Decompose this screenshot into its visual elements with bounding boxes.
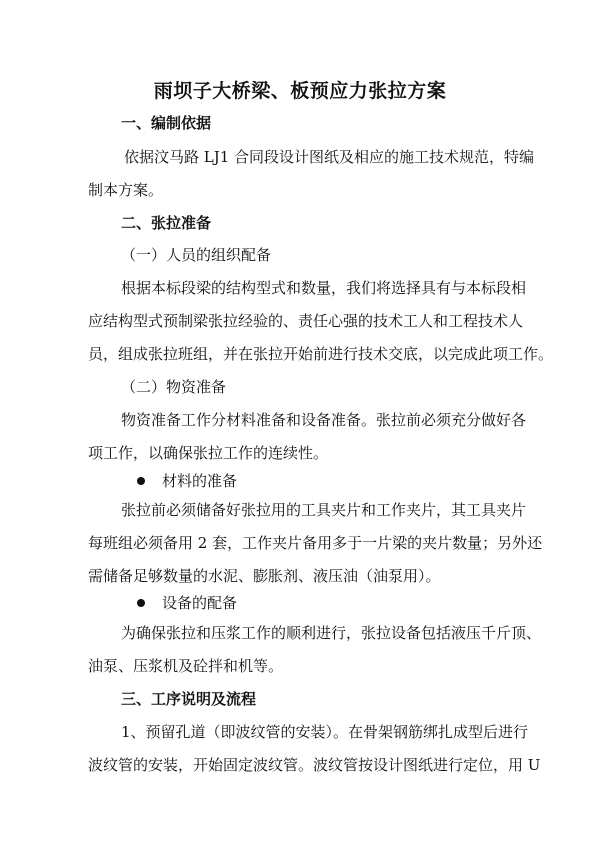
- bullet-label-equipment: 设备的配备: [162, 594, 238, 612]
- paragraph-line: 制本方案。: [88, 181, 164, 199]
- paragraph-line: 项工作，以确保张拉工作的连续性。: [88, 444, 329, 462]
- paragraph-line: 根据本标段梁的结构型式和数量，我们将选择具有与本标段相: [121, 279, 527, 297]
- paragraph-line: 波纹管的安装，开始固定波纹管。波纹管按设计图纸进行定位，用 U: [88, 756, 541, 774]
- bullet-label-materials: 材料的准备: [162, 472, 238, 490]
- paragraph-line: 油泵、压浆机及砼拌和机等。: [88, 657, 284, 675]
- paragraph-line: 应结构型式预制梁张拉经验的、责任心强的技术工人和工程技术人: [88, 312, 524, 330]
- document-title: 雨坝子大桥梁、板预应力张拉方案: [153, 80, 447, 102]
- paragraph-line: 为确保张拉和压浆工作的顺利进行，张拉设备包括液压千斤顶、: [121, 624, 542, 642]
- paragraph-line: 物资准备工作分材料准备和设备准备。张拉前必须充分做好各: [121, 411, 527, 429]
- paragraph-line: 需储备足够数量的水泥、膨胀剂、液压油（油泵用）。: [88, 567, 441, 585]
- paragraph-line: 依据汶马路 LJ1 合同段设计图纸及相应的施工技术规范，特编: [124, 148, 535, 166]
- paragraph-line: 张拉前必须储备好张拉用的工具夹片和工作夹片，其工具夹片: [121, 501, 527, 519]
- section-heading-preparation: 二、张拉准备: [121, 214, 212, 232]
- bullet-dot-icon: [137, 599, 145, 607]
- bullet-dot-icon: [137, 477, 145, 485]
- paragraph-line: 1、预留孔道（即波纹管的安装）。在骨架钢筋绑扎成型后进行: [121, 723, 529, 741]
- paragraph-line: 每班组必须备用 2 套，工作夹片备用多于一片梁的夹片数量；另外还: [88, 534, 543, 552]
- subsection-heading-materials: （二）物资准备: [121, 378, 227, 396]
- section-heading-process: 三、工序说明及流程: [121, 690, 257, 708]
- section-heading-basis: 一、编制依据: [121, 114, 212, 132]
- subsection-heading-personnel: （一）人员的组织配备: [121, 246, 272, 264]
- paragraph-line: 员，组成张拉班组，并在张拉开始前进行技术交底，以完成此项工作。: [88, 345, 554, 363]
